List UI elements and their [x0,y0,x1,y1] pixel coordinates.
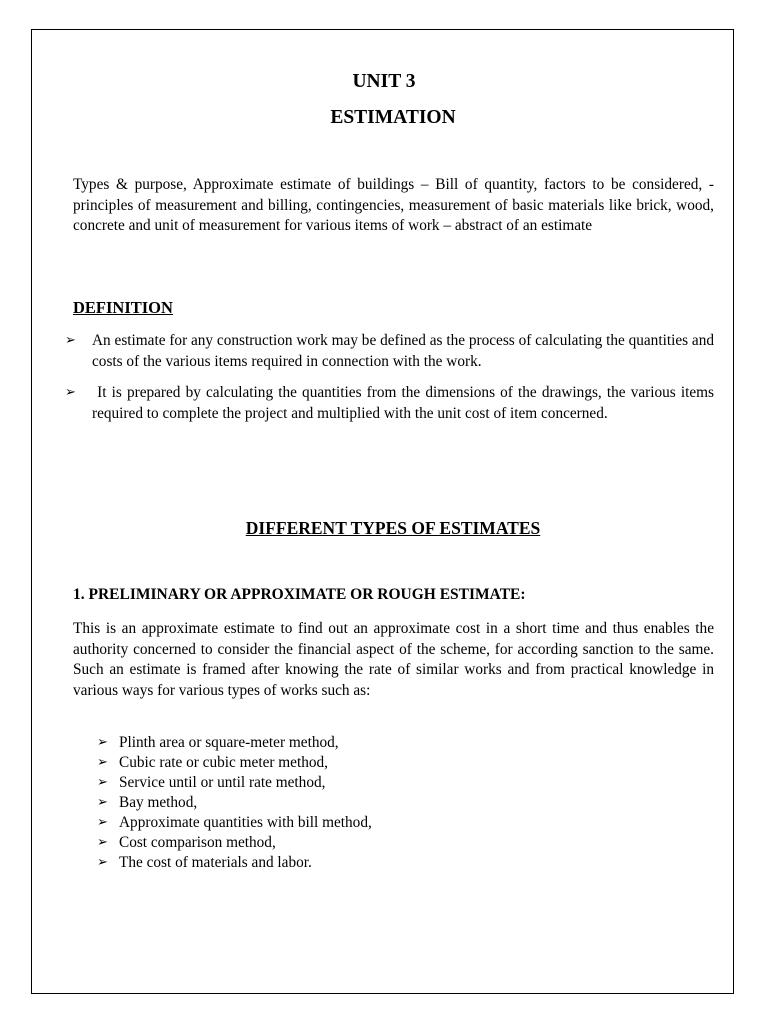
arrowhead-bullet-icon: ➢ [65,385,76,400]
definition-item [65,382,718,424]
arrowhead-bullet-icon: ➢ [97,835,108,850]
list-item [97,753,372,773]
unit-title: UNIT 3 [352,71,416,92]
arrowhead-bullet-icon: ➢ [97,775,108,790]
method-label: Cubic rate or cubic meter method, [119,754,328,771]
preliminary-estimate-heading: 1. PRELIMINARY OR APPROXIMATE OR ROUGH ESTIMATE: [73,586,526,603]
method-label: The cost of materials and labor. [119,854,312,871]
arrowhead-bullet-icon: ➢ [97,855,108,870]
page-title: ESTIMATION [330,107,456,128]
syllabus-paragraph: Types & purpose, Approximate estimate of buildings – Bill of quantity, factors to be considered, - principles of measurement and billing, contingencies, measurement of basic materials like brick, wood, concrete and unit of measurement for various items of work – abstract of an estimate [73,176,714,234]
definition-heading: DEFINITION [73,298,173,317]
list-item [97,833,372,853]
preliminary-estimate-paragraph: This is an approximate estimate to find out an approximate cost in a short time and thus enables the authority concerned to consider the financial aspect of the scheme, for according sanction to the same. Such an estimate is framed after knowing the rate of similar works and from practical knowledge in various ways for various types of works such as: [73,620,714,699]
list-item [97,793,372,813]
types-heading-text: DIFFERENT TYPES OF ESTIMATES [245,518,541,538]
methods-list [97,733,372,873]
definition-item-text: An estimate for any construction work may be defined as the process of calculating the quantities and costs of the various items required in connection with the work. [92,332,714,370]
method-label: Approximate quantities with bill method, [119,814,372,831]
method-label: Cost comparison method, [119,834,276,851]
list-item [97,773,372,793]
list-item [97,853,372,873]
arrowhead-bullet-icon: ➢ [97,815,108,830]
definition-item [65,330,714,372]
arrowhead-bullet-icon: ➢ [97,795,108,810]
method-label: Plinth area or square-meter method, [119,734,339,751]
list-item [97,813,372,833]
list-item [97,733,372,753]
definition-item-text: It is prepared by calculating the quantities from the dimensions of the drawings, the various items required to complete the project and multiplied with the unit cost of item concerned. [92,384,718,422]
types-heading [0,517,768,539]
arrowhead-bullet-icon: ➢ [97,735,108,750]
definition-list [65,330,718,424]
method-label: Service until or until rate method, [119,774,326,791]
arrowhead-bullet-icon: ➢ [65,333,76,348]
arrowhead-bullet-icon: ➢ [97,755,108,770]
method-label: Bay method, [119,794,198,811]
